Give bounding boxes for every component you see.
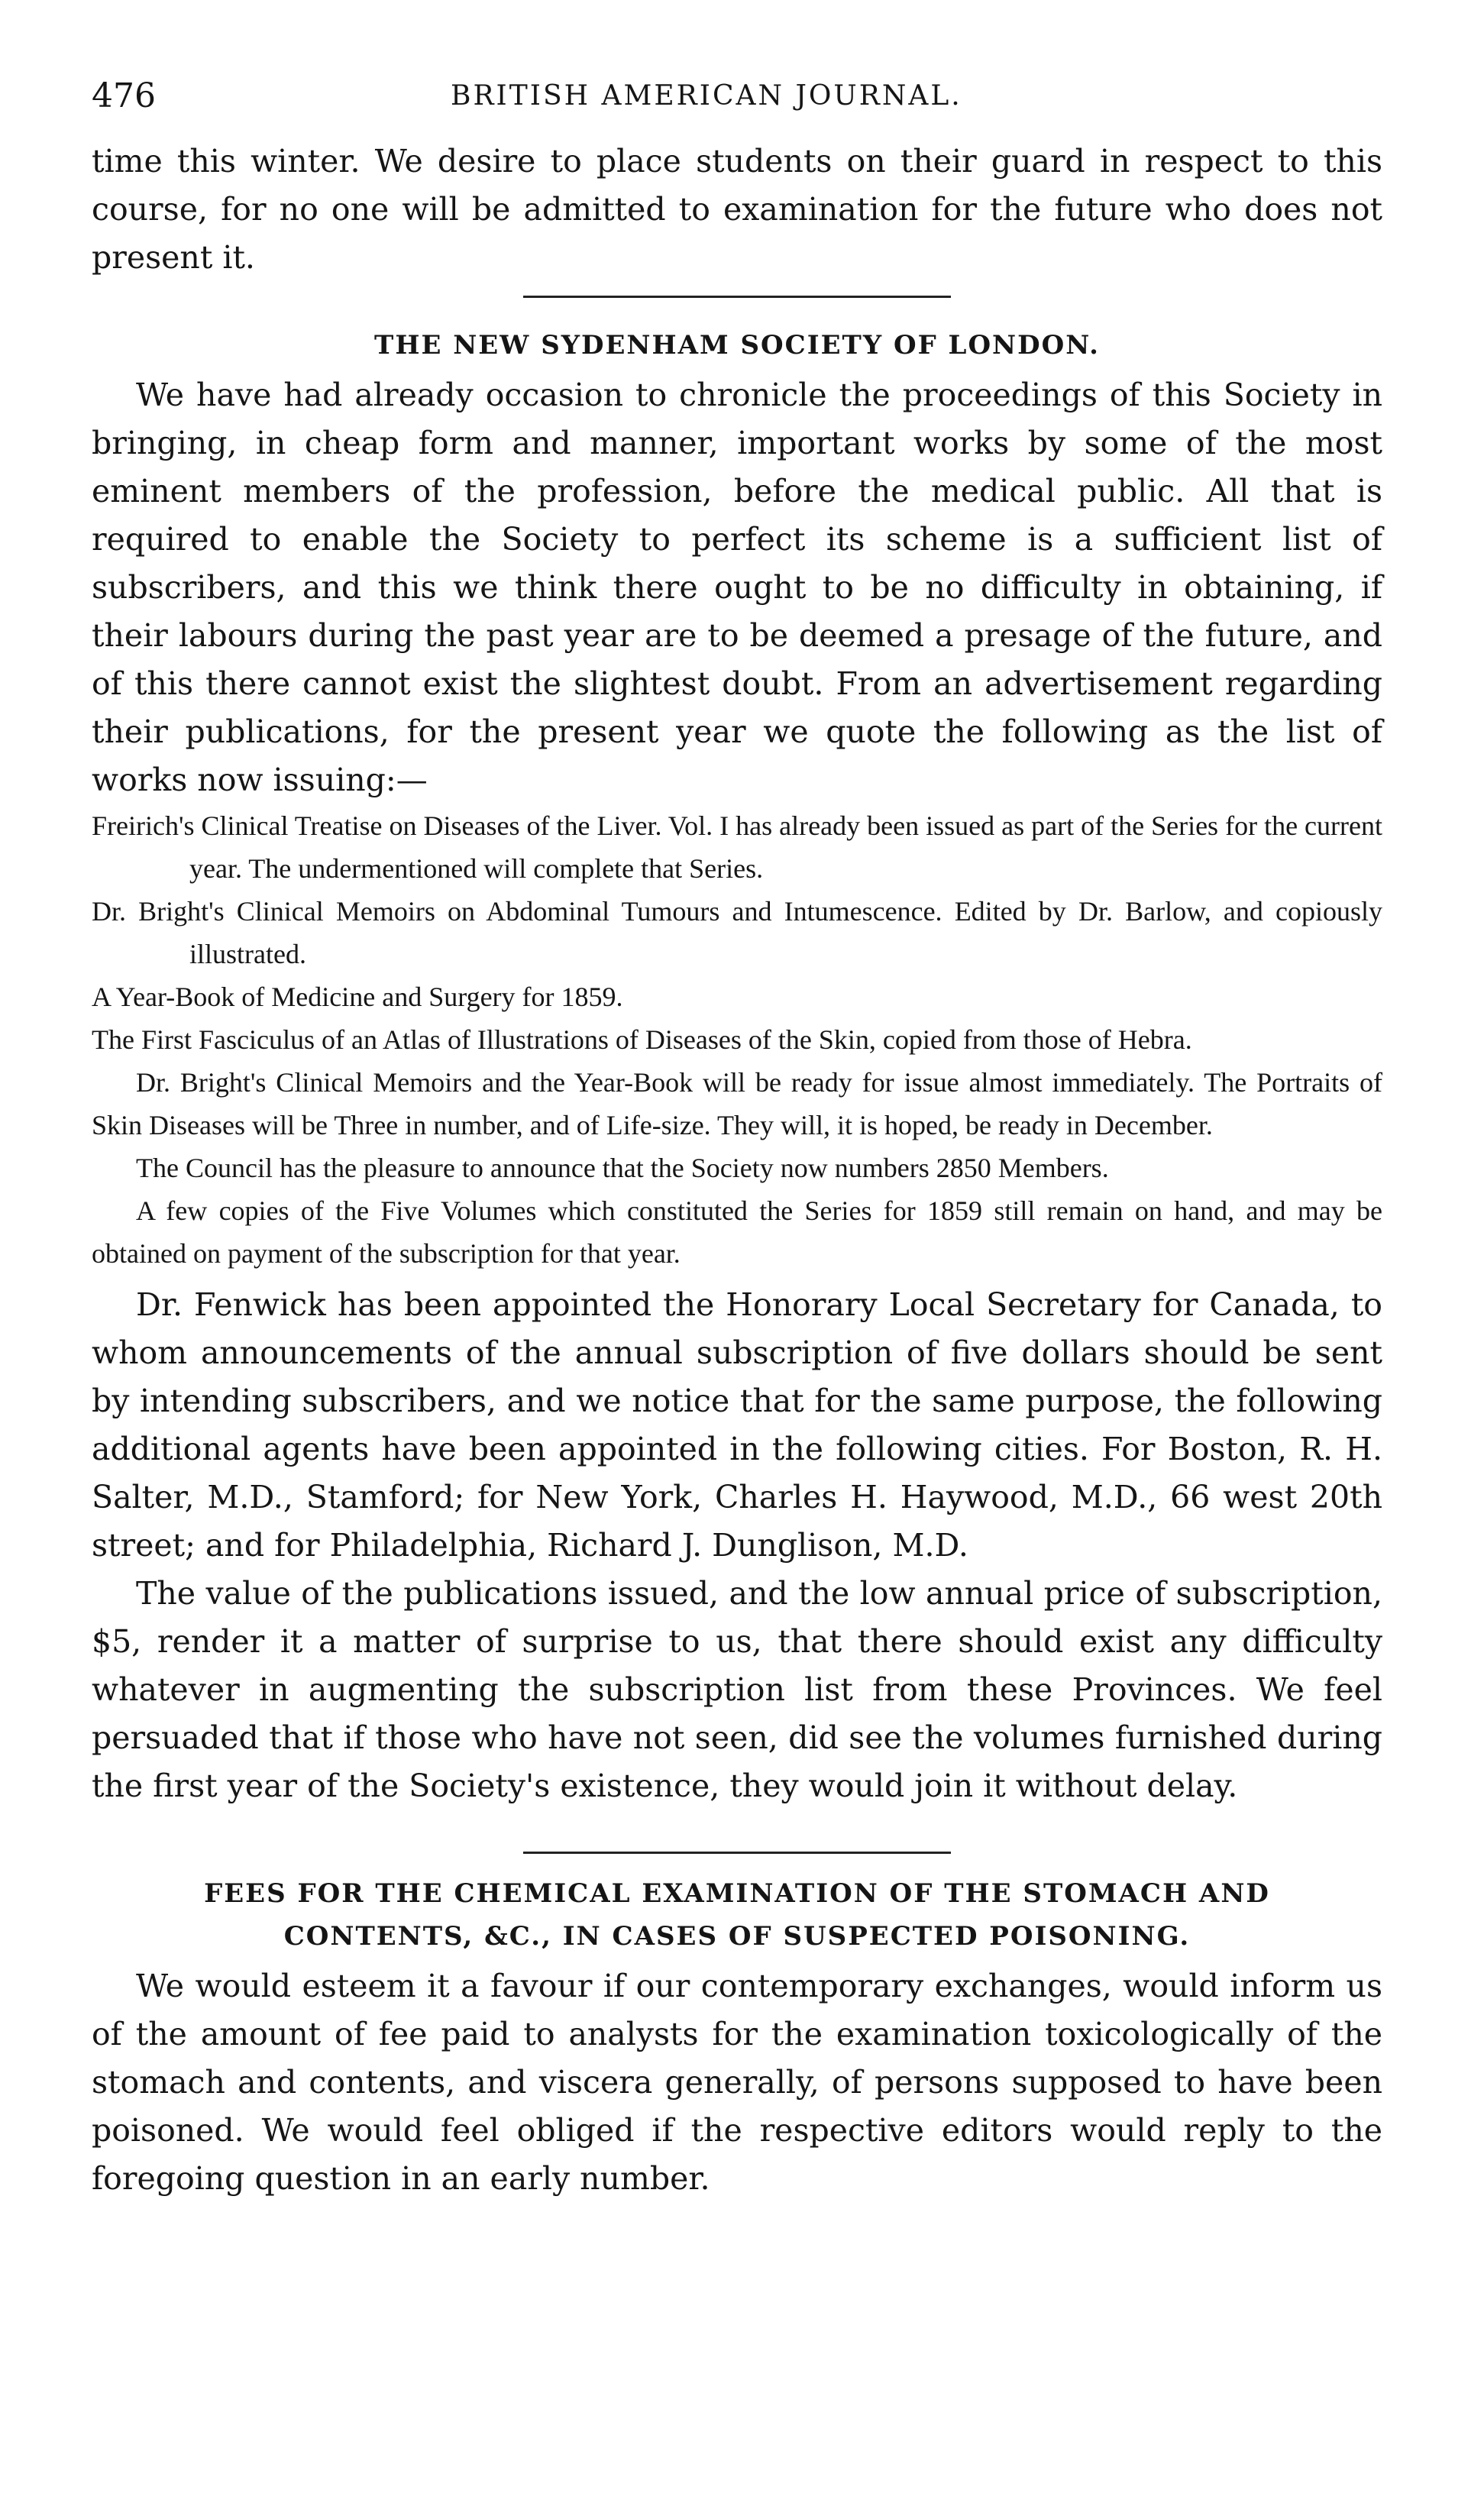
works-list-item: Freirich's Clinical Treatise on Diseases of the Liver. Vol. I has already been issued as part of the Series for the current year. The undermentioned will complete that Series.	[92, 810, 1382, 884]
sydenham-paragraph-3: The value of the publications issued, and the low annual price of subscription, $5, render it a matter of surprise to us, that there should exist any difficulty whatever in augmenting the subscription list from these Provinces. We feel persuaded that if those who have not seen, did see the volumes furnished during the first year of the Society's existence, they would join it without delay.	[92, 1575, 1382, 1804]
section-divider	[523, 296, 951, 298]
section-heading-fees: FEES FOR THE CHEMICAL EXAMINATION OF THE STOMACH AND CONTENTS, &C., IN CASES OF SUSPECTED POISONING.	[204, 1878, 1270, 1952]
advertisement-note: Dr. Bright's Clinical Memoirs and the Year-Book will be ready for issue almost immediately. The Portraits of Skin Diseases will be Three in number, and of Life-size. They will, it is hoped, be ready in December.	[92, 1067, 1382, 1140]
works-list-item: A Year-Book of Medicine and Surgery for 1859.	[92, 982, 623, 1012]
intro-paragraph: time this winter. We desire to place students on their guard in respect to this course, for no one will be admitted to examination for the future who does not present it.	[92, 143, 1382, 276]
sydenham-paragraph-1: We have had already occasion to chronicle the proceedings of this Society in bringing, in cheap form and manner, important works by some of the most eminent members of the profession, before the medical public. All that is required to enable the Society to perfect its scheme is a sufficient list of subscribers, and this we think there ought to be no difficulty in obtaining, if their labours during the past year are to be deemed a presage of the future, and of this there cannot exist the slightest doubt. From an advertisement regarding their publications, for the present year we quote the following as the list of works now issuing:—	[92, 377, 1382, 798]
works-list-item: The First Fasciculus of an Atlas of Illustrations of Diseases of the Skin, copied from those of Hebra.	[92, 1024, 1192, 1055]
works-list-item: Dr. Bright's Clinical Memoirs on Abdominal Tumours and Intumescence. Edited by Dr. Barlow, and copiously illustrated.	[92, 896, 1382, 969]
advertisement-note: A few copies of the Five Volumes which constituted the Series for 1859 still remain on hand, and may be obtained on payment of the subscription for that year.	[92, 1195, 1382, 1269]
page-number: 476	[92, 76, 156, 115]
fees-paragraph: We would esteem it a favour if our contemporary exchanges, would inform us of the amount of fee paid to analysts for the examination toxicologically of the stomach and contents, and viscera generally, of persons supposed to have been poisoned. We would feel obliged if the respective editors would reply to the foregoing question in an early number.	[92, 1968, 1382, 2197]
advertisement-note: The Council has the pleasure to announce that the Society now numbers 2850 Members.	[136, 1153, 1109, 1183]
section-divider	[523, 1852, 951, 1854]
sydenham-paragraph-2: Dr. Fenwick has been appointed the Honorary Local Secretary for Canada, to whom announcements of the annual subscription of five dollars should be sent by intending subscribers, and we notice that for the same purpose, the following additional agents have been appointed in the following cities. For Boston, R. H. Salter, M.D., Stamford; for New York, Charles H. Haywood, M.D., 66 west 20th street; and for Philadelphia, Richard J. Dunglison, M.D.	[92, 1286, 1382, 1564]
section-heading-sydenham: THE NEW SYDENHAM SOCIETY OF LONDON.	[374, 330, 1100, 361]
running-header	[92, 73, 1382, 119]
page-body	[92, 137, 1382, 2203]
journal-title: BRITISH AMERICAN JOURNAL.	[451, 80, 962, 112]
